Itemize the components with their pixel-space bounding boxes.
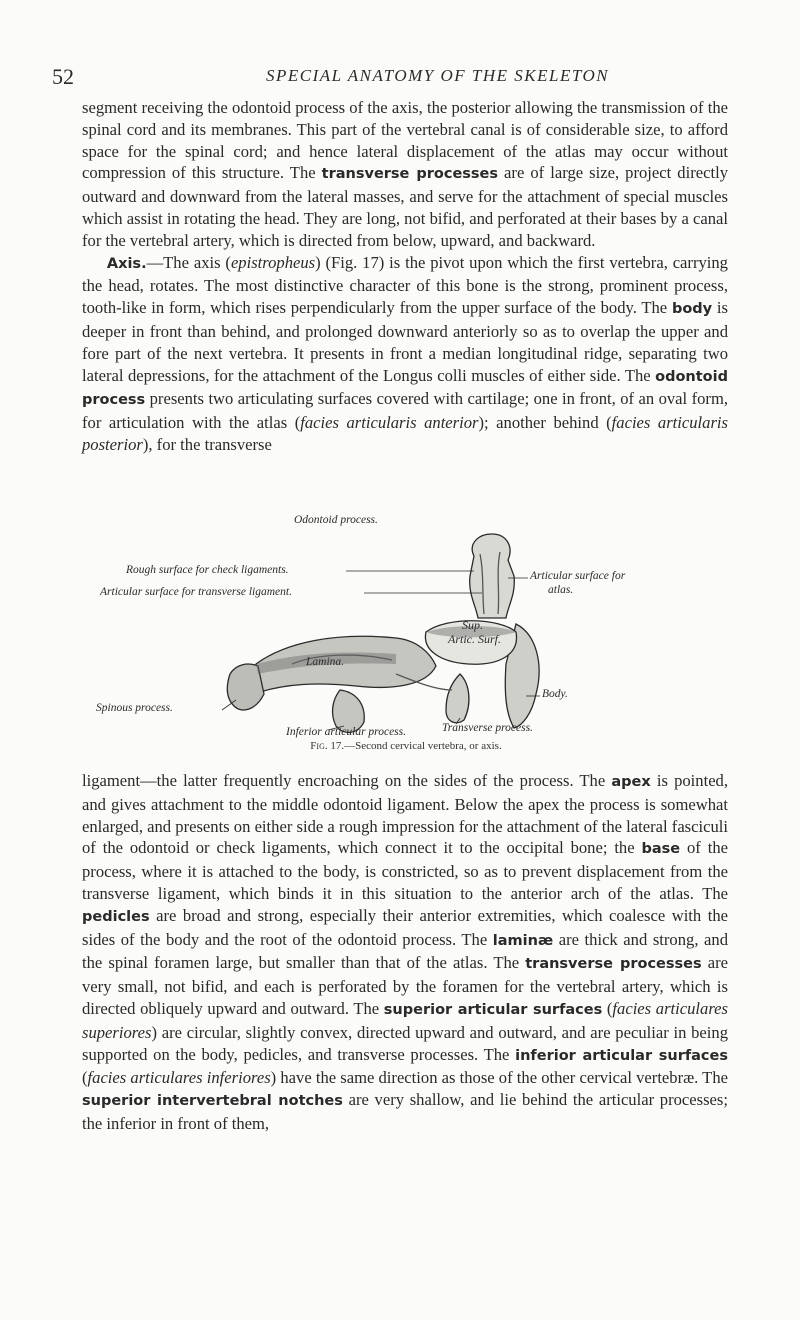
paragraph-axis (82, 252, 728, 456)
italic-term: facies articulares superiores (82, 998, 728, 1042)
text-block-upper (82, 97, 728, 456)
caption-text: —Second cervical vertebra, or axis. (344, 740, 502, 752)
label-articular-atlas: Articular surface for (530, 570, 626, 582)
label-rough-surface: Rough surface for check ligaments. (126, 564, 289, 576)
text-run: is deeper in front than behind, and prolonged downward anteriorly so as to overlap the upper and fore part of the next vertebra. It presents in front a median longitudinal ridge, separating two lateral depressions, for the attachment of the Longus colli muscles of either side. The (82, 298, 728, 385)
page-number: 52 (52, 64, 74, 89)
text-run: ( (602, 998, 613, 1018)
text-run: are thick and strong, and the spinal foramen large, but smaller than that of the atlas. The (82, 929, 728, 973)
term-inferior-articular: inferior articular surfaces (515, 1047, 728, 1064)
figure-17-axis (96, 514, 716, 754)
axis-vertebra-illustration (96, 514, 716, 740)
label-body: Body. (542, 688, 568, 700)
label-transverse-process: Transverse process. (442, 722, 533, 734)
term-apex: apex (611, 774, 651, 790)
caption-figure-number: Fig. 17. (310, 740, 345, 752)
text-run: presents two articulating surfaces covered with cartilage; one in front, of an oval form, for articulation with the atlas ( (82, 389, 728, 433)
label-articular-atlas-2: atlas. (548, 584, 574, 596)
text-run: are of large size, project directly outward and downward from the lateral masses, and serve for the attachment of special muscles which assist in rotating the head. They are long, not bifid, and perforated at their bases by a canal for the vertebral artery, which is directed from below, upward, and backward. (82, 163, 728, 250)
label-inferior-articular: Inferior articular process. (286, 726, 406, 738)
text-run: ligament—the latter frequently encroaching on the sides of the process. The (82, 771, 612, 790)
term-superior-articular: superior articular surfaces (383, 1001, 603, 1018)
text-run: ), for the transverse (142, 434, 272, 454)
text-run: ) have the same direction as those of the other cervical vertebræ. The (270, 1068, 728, 1088)
term-intervertebral-notches: superior intervertebral notches (82, 1093, 343, 1110)
text-run: are very shallow, and lie behind the articular processes; the inferior in front of them, (82, 1090, 728, 1133)
label-articular-transverse: Articular surface for transverse ligament. (100, 586, 292, 598)
text-run: are very small, not bifid, and each is perforated by the foramen for the vertebral artery, which is directed obliquely upward and outward. The (82, 953, 728, 1018)
text-block-lower (82, 770, 728, 1135)
italic-term: facies articulares inferiores (87, 1068, 271, 1088)
section-heading-axis: Axis. (106, 255, 147, 272)
text-run: are broad and strong, especially their anterior extremities, which coalesce with the sides of the body and the root of the odontoid process. The (82, 905, 728, 949)
figure-caption (96, 740, 716, 752)
text-run: ) (Fig. 17) is the pivot upon which the first vertebra, carrying the head, rotates. The most distinctive character of this bone is the strong, prominent process, tooth-like in form, which rises perpendicularly from the upper surface of the body. The (82, 252, 728, 318)
label-odontoid-process: Odontoid process. (294, 514, 378, 526)
term-transverse-processes: transverse processes (525, 956, 702, 973)
term-odontoid-process: odontoid process (82, 368, 728, 409)
text-run: ) are circular, slightly convex, directed upward and outward, and are peculiar in being supported on the body, pedicles, and transverse processes. The (82, 1022, 728, 1064)
term-laminae: laminæ (492, 932, 554, 949)
text-run: —The axis ( (146, 252, 231, 272)
label-spinous-process: Spinous process. (96, 702, 173, 714)
label-sup: Sup. (462, 618, 483, 632)
page-header (52, 64, 752, 92)
text-run: ( (82, 1068, 88, 1088)
text-run: of the process, where it is attached to the body, is constricted, so as to prevent displacement from the transverse ligament, which binds it in this situation to the anterior arch of the atlas. The (82, 838, 728, 903)
paragraph-odontoid-details (82, 770, 728, 1135)
text-run: is pointed, and gives attachment to the middle odontoid ligament. Below the apex the process is somewhat enlarged, and presents on either side a rough impression for the attachment of the lateral fasciculi of the odontoid or check ligaments, which connect it to the occipital bone; the (82, 771, 728, 858)
term-base: base (641, 841, 681, 858)
running-head: SPECIAL ANATOMY OF THE SKELETON (266, 66, 610, 85)
italic-term: facies articularis anterior (300, 413, 479, 433)
paragraph-atlas-end (82, 97, 728, 252)
term-transverse-processes: transverse processes (321, 166, 498, 183)
italic-term: facies articularis posterior (82, 413, 728, 454)
label-artic-surf: Artic. Surf. (448, 632, 501, 646)
text-run: segment receiving the odontoid process of the axis, the posterior allowing the transmission of the spinal cord and its membranes. This part of the vertebral canal is of considerable size, to afford space for the spinal cord; and hence lateral displacement of the atlas may occur without compression of this structure. The (82, 98, 728, 183)
term-pedicles: pedicles (82, 908, 150, 925)
italic-term: epistropheus (230, 252, 316, 272)
label-lamina: Lamina. (306, 656, 345, 668)
text-run: ); another behind ( (478, 413, 612, 433)
term-body: body (671, 301, 713, 318)
